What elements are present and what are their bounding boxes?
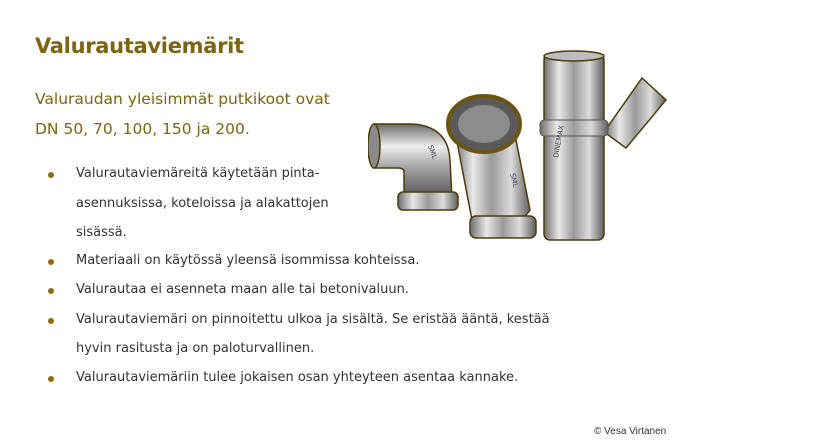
bullet-5-line-1: Valurautaviemäriin tulee jokaisen osan yhteyteen asentaa kannake. — [76, 370, 519, 385]
bullet-1-line-1: Valurautaviemäreitä käytetään pinta- — [76, 166, 320, 181]
bullet-marker — [48, 172, 54, 178]
intro-line-2: DN 50, 70, 100, 150 ja 200. — [35, 120, 250, 138]
svg-text:SML: SML — [508, 172, 520, 189]
elbow-90-fitting — [368, 124, 458, 210]
page-title: Valurautaviemärit — [35, 34, 244, 58]
svg-text:DINEMAX: DINEMAX — [552, 124, 566, 159]
svg-text:SML: SML — [426, 143, 439, 161]
bullet-4-line-1: Valurautaviemäri on pinnoitettu ulkoa ja sisältä. Se eristää ääntä, kestää — [76, 312, 550, 327]
cast-iron-pipe-fittings-icon — [368, 48, 678, 248]
copyright-notice: © Vesa Virtanen — [594, 426, 667, 437]
tee-fitting — [540, 51, 666, 240]
elbow-45-fitting — [448, 96, 536, 238]
bullet-4-line-2: hyvin rasitusta ja on paloturvallinen. — [76, 341, 315, 356]
bullet-1-line-2: asennuksissa, koteloissa ja alakattojen — [76, 196, 329, 211]
bullet-marker — [48, 259, 54, 265]
bullet-marker — [48, 376, 54, 382]
bullet-2-line-1: Materiaali on käytössä yleensä isommissa kohteissa. — [76, 253, 420, 268]
bullet-marker — [48, 288, 54, 294]
intro-line-1: Valuraudan yleisimmät putkikoot ovat — [35, 90, 330, 108]
bullet-1-line-3: sisässä. — [76, 225, 127, 240]
bullet-3-line-1: Valurautaa ei asenneta maan alle tai betonivaluun. — [76, 282, 409, 297]
bullet-marker — [48, 318, 54, 324]
